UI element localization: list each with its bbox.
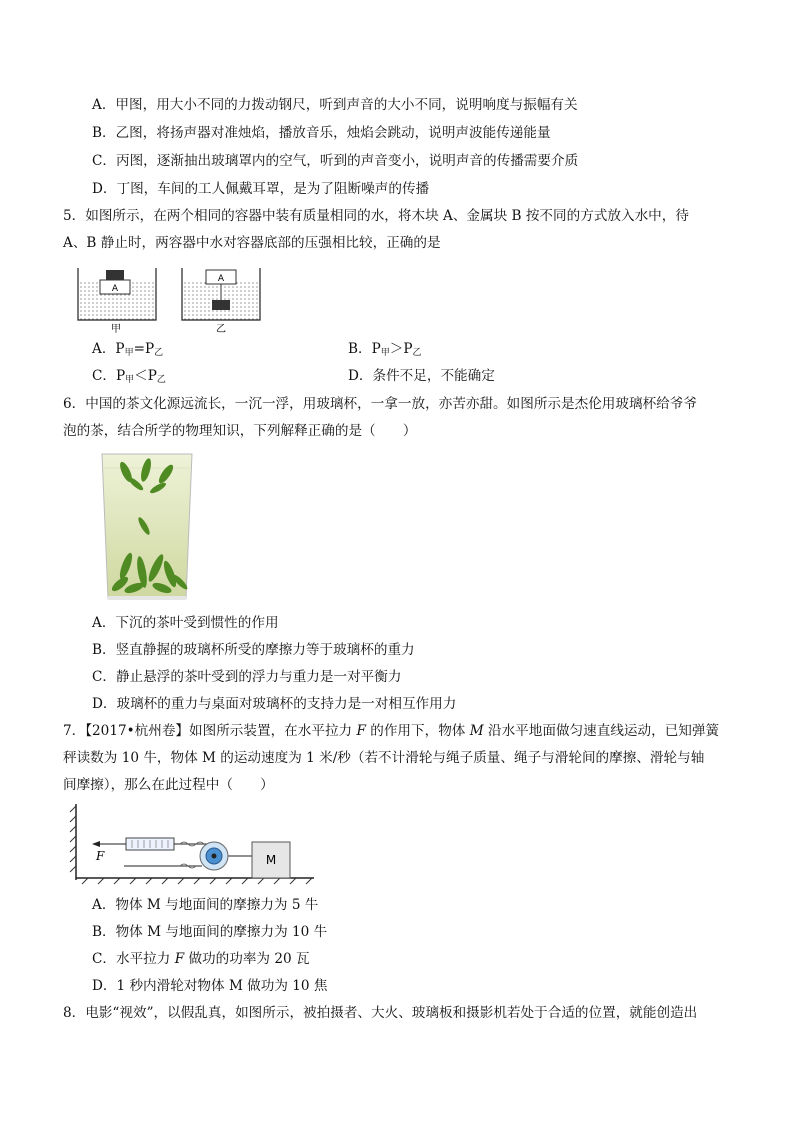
label-yi: 乙: [216, 324, 226, 334]
q4-option-c: C．丙图，逐渐抽出玻璃罩内的空气，听到的声音变小，说明声音的传播需要介质: [92, 153, 579, 169]
q5-option-b: B．$P_甲>P_乙$: [348, 341, 422, 358]
q6-stem-line2: 泡的茶，结合所学的物理知识，下列解释正确的是（ ）: [63, 423, 417, 439]
tea-glass-photo: [96, 448, 198, 606]
q7-option-b: B．物体 M 与地面间的摩擦力为 10 牛: [92, 924, 328, 940]
label-a-right: A: [217, 274, 225, 284]
q5-option-c: C．$P_甲<P_乙$: [92, 368, 166, 385]
q7-option-c: C．水平拉力 F 做功的功率为 20 瓦: [92, 951, 310, 967]
q7-option-d: D．1 秒内滑轮对物体 M 做功为 10 焦: [92, 978, 328, 994]
q7-stem-line2: 秤读数为 10 牛，物体 M 的运动速度为 1 米/秒（若不计滑轮与绳子质量、绳子与滑轮间的摩擦、滑轮与轴: [63, 750, 705, 766]
metal-block-b: [106, 270, 124, 280]
q4-option-a: A．甲图，用大小不同的力拨动钢尺，听到声音的大小不同，说明响度与振幅有关: [92, 97, 578, 113]
q5-container-figure: [76, 262, 266, 334]
q7-pulley-figure: [68, 804, 318, 886]
q6-option-b: B．竖直静握的玻璃杯所受的摩擦力等于玻璃杯的重力: [92, 642, 415, 658]
q5-option-d: D．条件不足，不能确定: [348, 368, 495, 384]
label-a-left: A: [111, 284, 119, 294]
q7-stem-line1: 7．【2017•杭州卷】如图所示装置，在水平拉力 F 的作用下，物体 M 沿水平地面做匀速直线运动，已知弹簧: [63, 723, 720, 739]
label-jia: 甲: [111, 324, 121, 334]
q7-option-a: A．物体 M 与地面间的摩擦力为 5 牛: [92, 897, 319, 913]
label-f: F: [96, 849, 105, 863]
q7-stem-line3: 间摩擦），那么在此过程中（ ）: [63, 777, 274, 793]
q6-option-a: A．下沉的茶叶受到惯性的作用: [92, 615, 279, 631]
label-m: M: [265, 853, 277, 867]
q6-option-d: D．玻璃杯的重力与桌面对玻璃杯的支持力是一对相互作用力: [92, 696, 457, 712]
q5-stem-line2: A、B 静止时，两容器中水对容器底部的压强相比较，正确的是: [63, 235, 441, 251]
q8-stem-line1: 8．电影“视效”，以假乱真，如图所示，被拍摄者、大火、玻璃板和摄影机若处于合适的位置，就能创造出: [63, 1005, 698, 1021]
container-yi: [182, 268, 260, 320]
q4-option-d: D．丁图，车间的工人佩戴耳罩，是为了阻断噪声的传播: [92, 181, 430, 197]
q6-option-c: C．静止悬浮的茶叶受到的浮力与重力是一对平衡力: [92, 669, 402, 685]
metal-block-b: [212, 300, 230, 310]
q4-option-b: B．乙图，将扬声器对准烛焰，播放音乐，烛焰会跳动，说明声波能传递能量: [92, 125, 551, 141]
q5-option-a: A．$P_甲=P_乙$: [92, 341, 164, 358]
q5-stem-line1: 5．如图所示，在两个相同的容器中装有质量相同的水，将木块 A、金属块 B 按不同的方式放入水中，待: [63, 208, 689, 224]
q6-stem-line1: 6．中国的茶文化源远流长，一沉一浮，用玻璃杯，一拿一放，亦苦亦甜。如图所示是杰伦用玻璃杯给爷爷: [63, 396, 697, 412]
container-jia: [78, 268, 156, 320]
